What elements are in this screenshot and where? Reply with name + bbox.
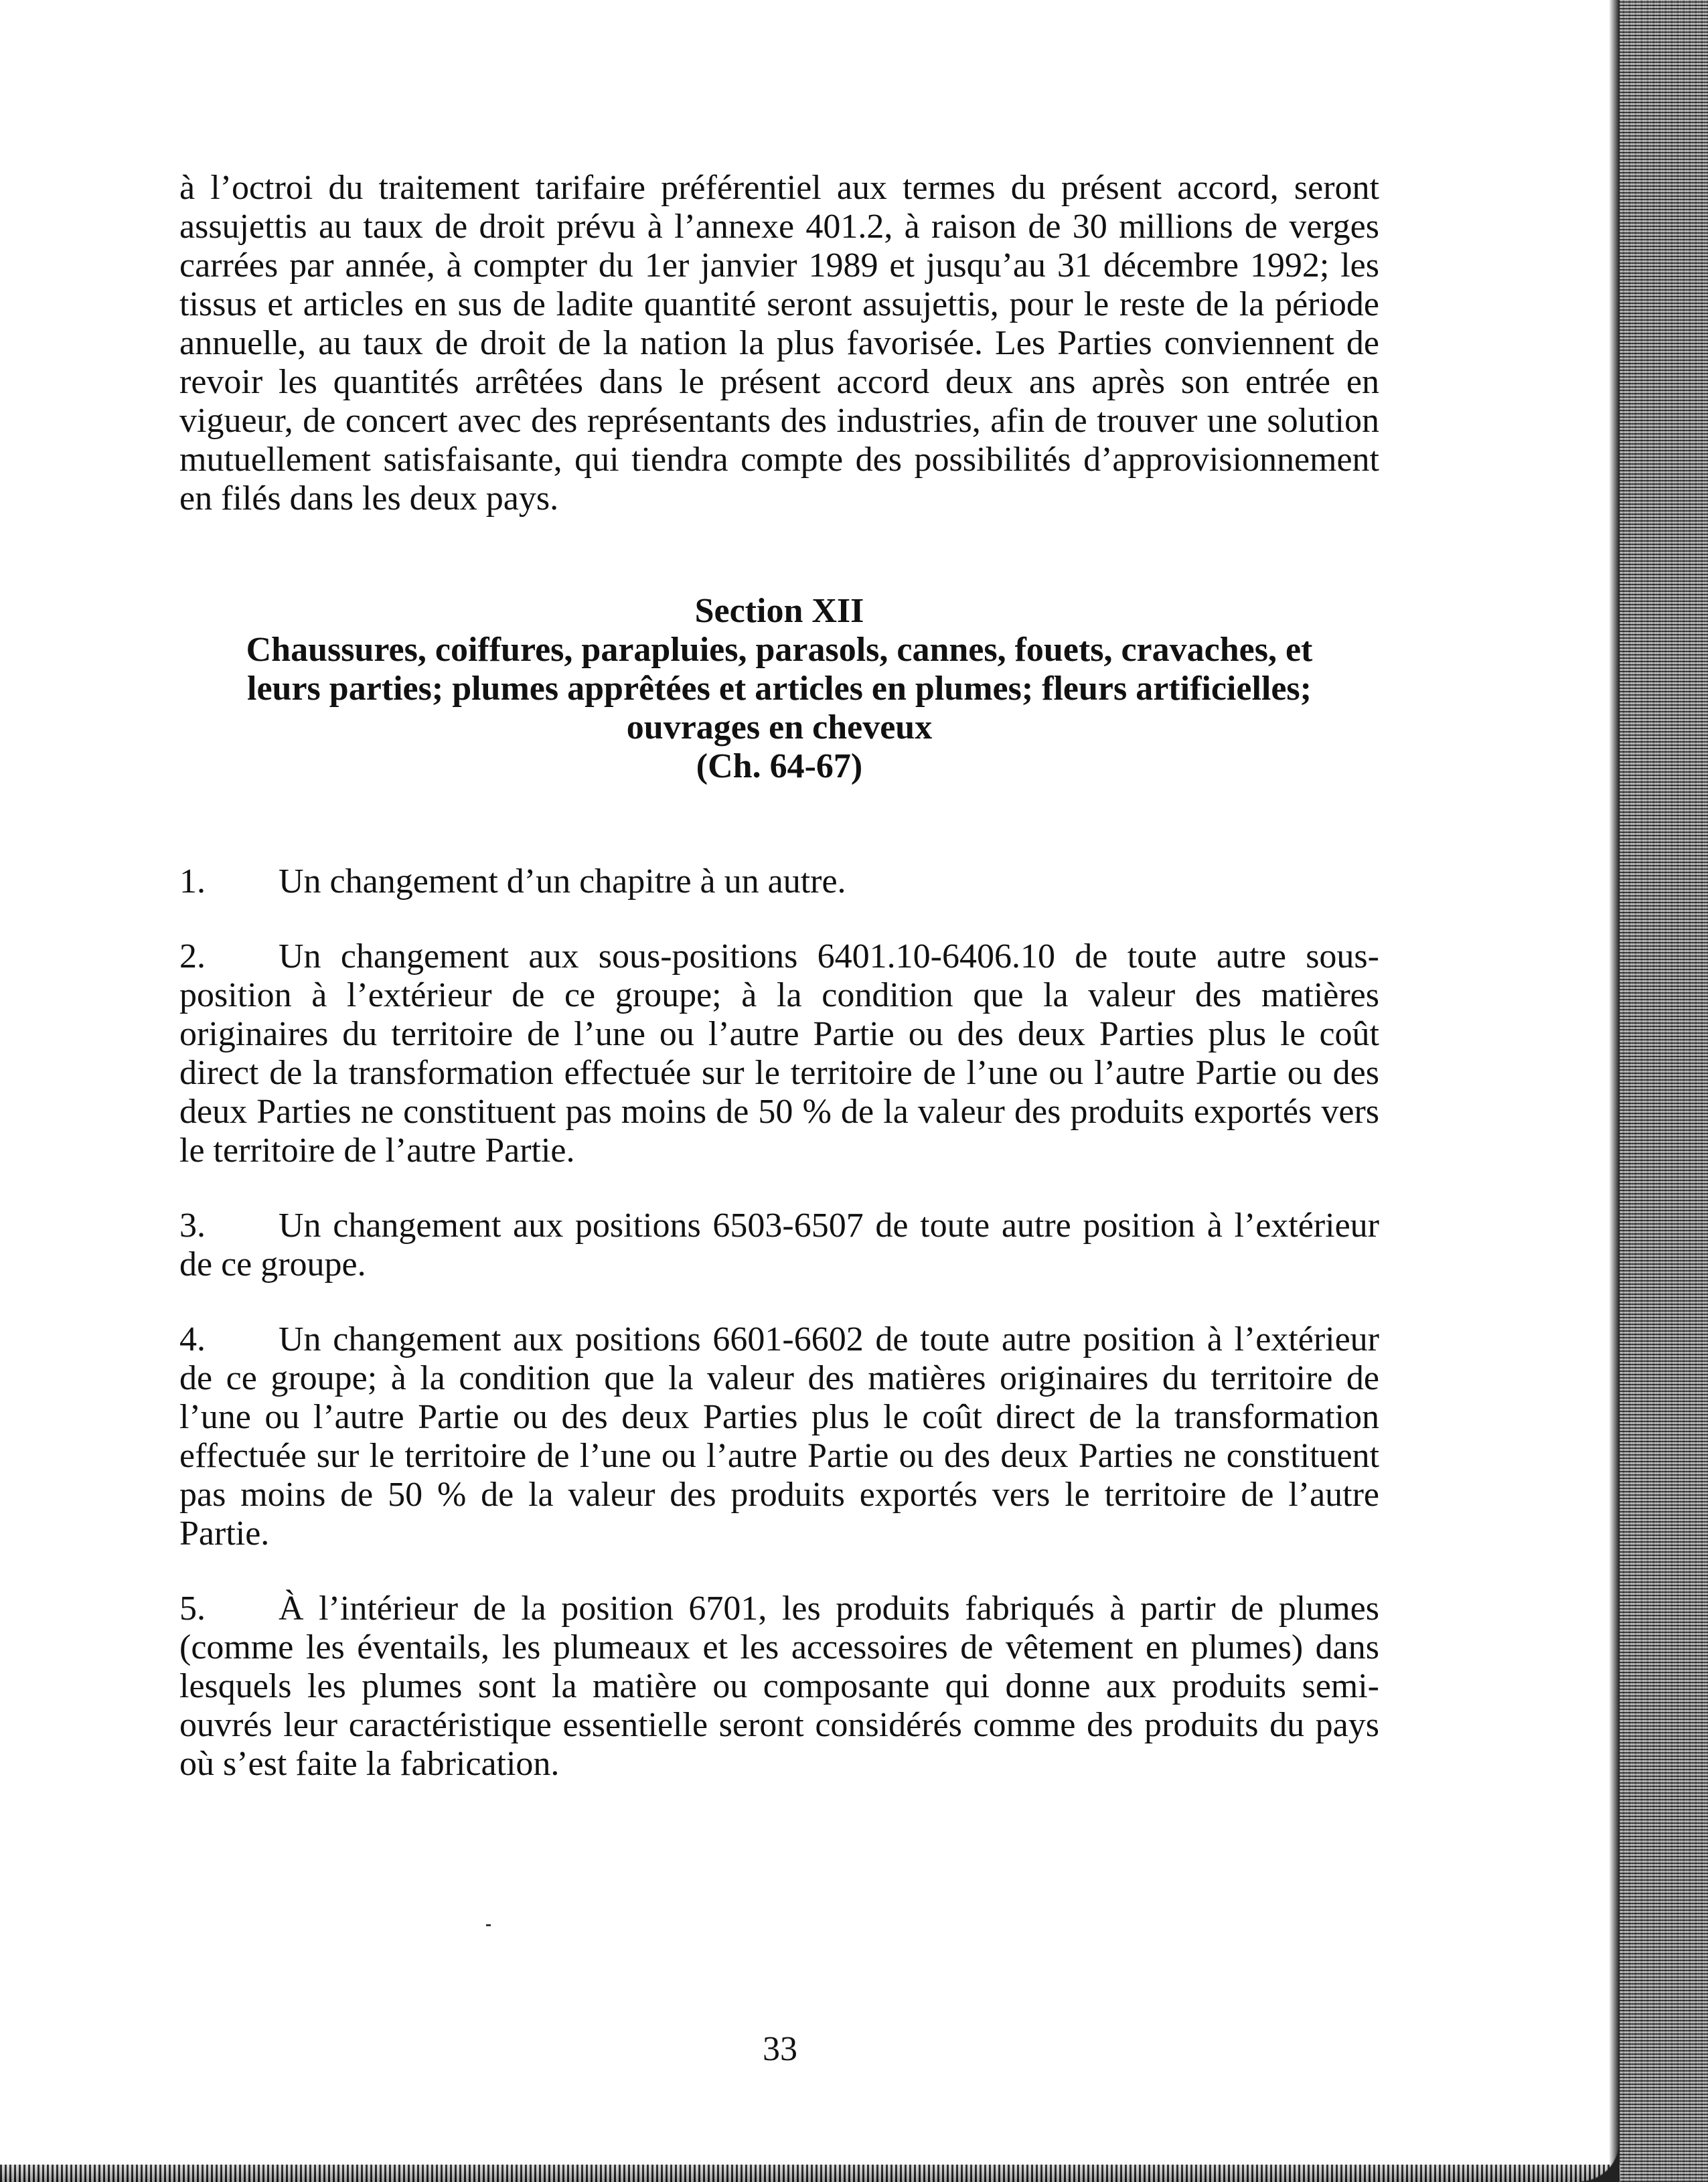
rule-item-5 [179, 1589, 1379, 1784]
rule-item-1 [179, 862, 1379, 901]
rule-number: 1. [179, 862, 206, 901]
rule-number: 3. [179, 1206, 206, 1245]
section-heading [179, 592, 1379, 786]
rule-text: Un changement aux sous-positions 6401.10-6406.10 de toute autre sous-position à l’extérieur de ce groupe; à la condition que la valeur des matières originaires du territoire de l’une ou l’autre Partie ou des deux Parties plus le coût direct de la transformation effectuée sur le territoire de l’une ou l’autre Partie ou des deux Parties ne constituent pas moins de 50 % de la valeur des produits exportés vers le territoire de l’autre Partie. [179, 937, 1379, 1170]
rule-number: 4. [179, 1320, 206, 1358]
rule-text: Un changement aux positions 6601-6602 de toute autre position à l’extérieur de ce groupe; à la condition que la valeur des matières originaires du territoire de l’une ou l’autre Partie ou des deux Parties plus le coût direct de la transformation effectuée sur le territoire de l’une ou l’autre Partie ou des deux Parties ne constituent pas moins de 50 % de la valeur des produits exportés vers le territoire de l’autre Partie. [179, 1320, 1379, 1553]
section-subtitle-line-2: leurs parties; plumes apprêtées et articles en plumes; fleurs artificielles; [247, 670, 1312, 708]
rule-text: Un changement d’un chapitre à un autre. [279, 862, 846, 901]
section-chapters: (Ch. 64-67) [696, 747, 863, 785]
rule-item-4 [179, 1320, 1379, 1553]
page-corner-shadow [1579, 2142, 1620, 2182]
section-title: Section XII [694, 592, 864, 630]
scan-page-edge-right [1620, 0, 1708, 2182]
section-subtitle-line-1: Chaussures, coiffures, parapluies, parasols, cannes, fouets, cravaches, et [246, 631, 1313, 669]
scan-page-edge-bottom [0, 2165, 1620, 2182]
rule-text: À l’intérieur de la position 6701, les produits fabriqués à partir de plumes (comme les éventails, les plumeaux et les accessoires de vêtement en plumes) dans lesquels les plumes sont la matière ou composante qui donne aux produits semi-ouvrés leur caractéristique essentielle seront considérés comme des produits du pays où s’est faite la fabrication. [179, 1589, 1379, 1783]
rule-item-3 [179, 1206, 1379, 1284]
rule-number: 5. [179, 1589, 206, 1628]
document-body [179, 169, 1379, 1820]
page-number: 33 [763, 2030, 797, 2068]
rule-text: Un changement aux positions 6503-6507 de toute autre position à l’extérieur de ce groupe. [179, 1206, 1379, 1283]
intro-paragraph: à l’octroi du traitement tarifaire préférentiel aux termes du présent accord, seront assujettis au taux de droit prévu à l’annexe 401.2, à raison de 30 millions de verges carrées par année, à compter du 1er janvier 1989 et jusqu’au 31 décembre 1992; les tissus et articles en sus de ladite quantité seront assujettis, pour le reste de la période annuelle, au taux de droit de la nation la plus favorisée. Les Parties conviennent de revoir les quantités arrêtées dans le présent accord deux ans après son entrée en vigueur, de concert avec des représentants des industries, afin de trouver une solution mutuellement satisfaisante, qui tiendra compte des possibilités d’approvisionnement en filés dans les deux pays. [179, 169, 1379, 518]
rule-item-2 [179, 937, 1379, 1170]
rule-number: 2. [179, 937, 206, 976]
scan-speck [486, 1924, 491, 1926]
section-subtitle-line-3: ouvrages en cheveux [626, 708, 933, 747]
